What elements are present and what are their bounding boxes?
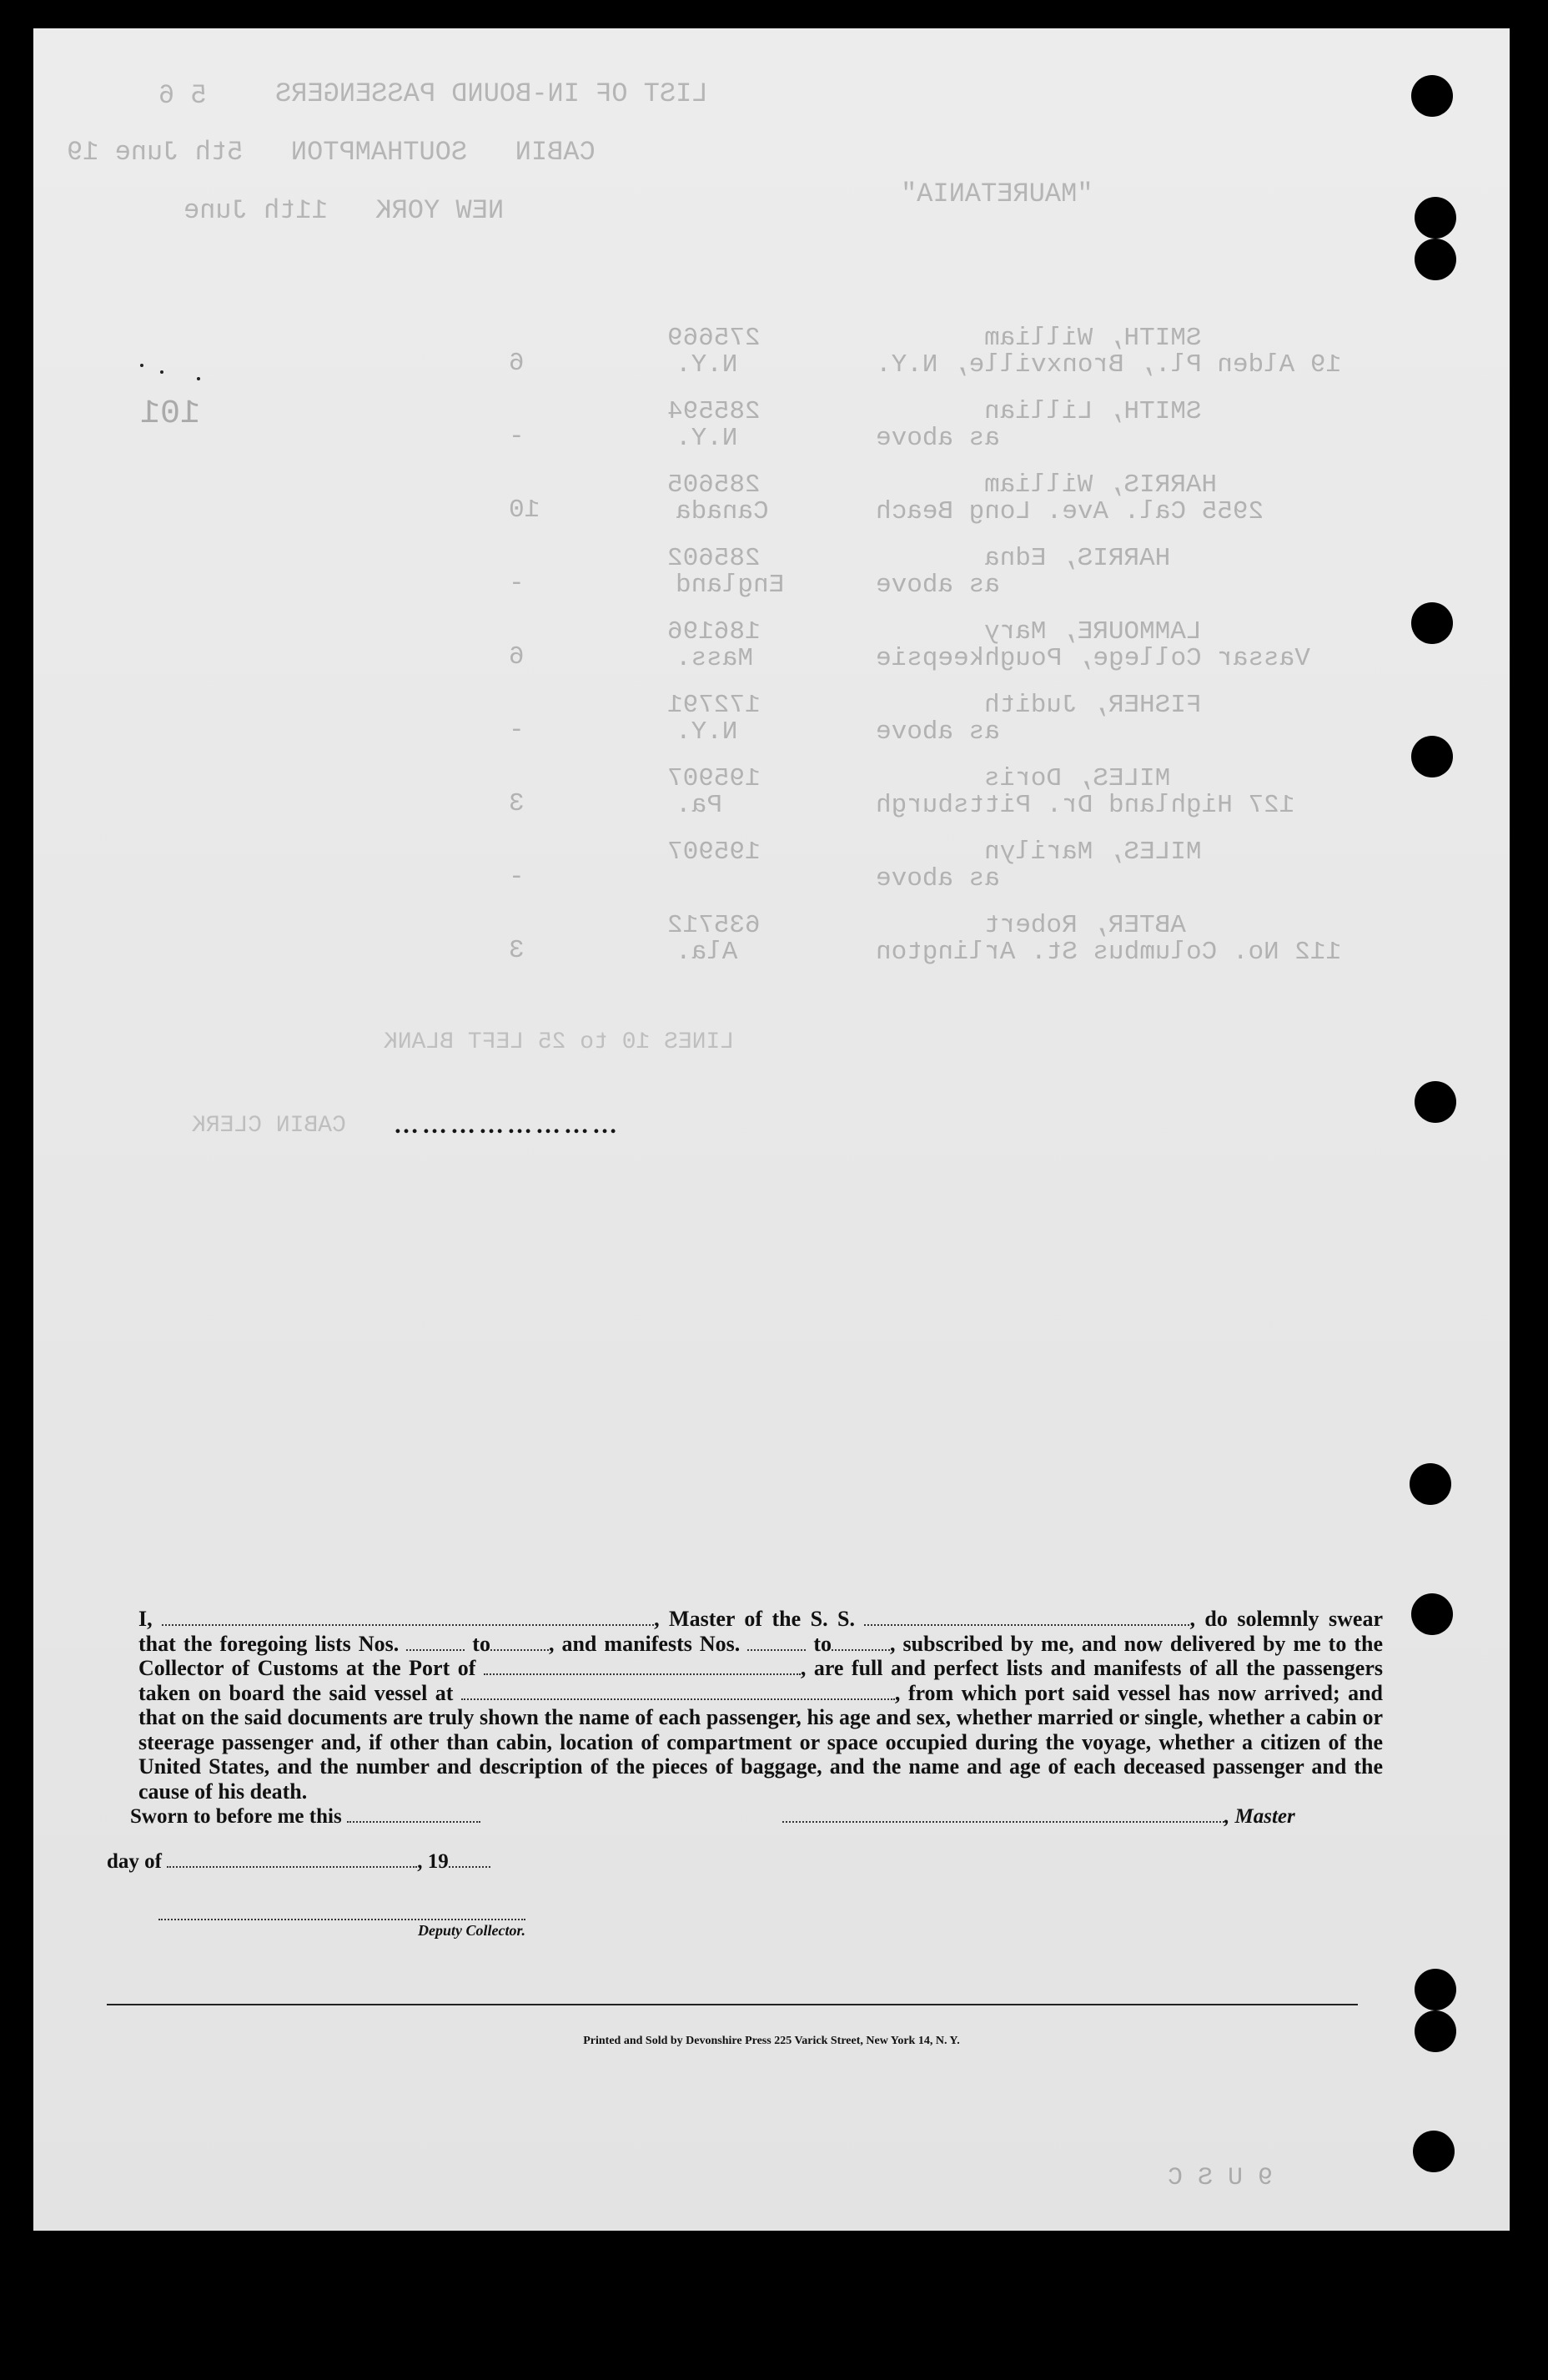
bleed-row-bags: 6 xyxy=(509,642,525,672)
bleed-stamp-number: 101 xyxy=(140,395,201,433)
bleed-row-name: MILES, Marilyn xyxy=(984,838,1202,867)
list-to-blank xyxy=(490,1634,549,1651)
bleed-vessel-name: "MAURETANIA" xyxy=(901,179,1093,209)
oath-to-1: to xyxy=(472,1631,490,1656)
punch-hole xyxy=(1411,602,1453,644)
master-signature-line xyxy=(782,1805,1295,1829)
bleed-bottom-code: 9 U S C xyxy=(1168,2164,1274,2192)
bleed-row-name: HARRIS, Edna xyxy=(984,544,1171,573)
oath-full-and-perfect: , are full and perfect lists and manifests of all the passengers taken on board the said vessel at xyxy=(138,1656,1383,1705)
bleed-row-address: as above xyxy=(876,717,1000,747)
oath-lists-nos: , do solemnly swear that the foregoing lists Nos. xyxy=(138,1607,1383,1656)
deputy-label: Deputy Collector. xyxy=(418,1922,525,1939)
manifest-from-blank xyxy=(747,1634,806,1651)
bleed-row-passport: 186196 xyxy=(667,617,761,647)
master-name-blank xyxy=(162,1609,654,1626)
bleed-row-bags: - xyxy=(509,863,525,892)
bleed-header-title: LIST OF IN-BOUND PASSENGERS xyxy=(275,78,708,109)
bleed-row-bags: - xyxy=(509,422,525,451)
sworn-line xyxy=(130,1805,480,1829)
oath-master-of-ship: , Master of the S. S. xyxy=(654,1607,856,1631)
bleed-row-passport: 172791 xyxy=(667,691,761,720)
speck xyxy=(140,364,143,367)
day-of-line xyxy=(107,1850,490,1874)
year-label: , 19 xyxy=(417,1850,449,1873)
punch-hole xyxy=(1410,1463,1451,1505)
bleed-row-address: as above xyxy=(876,424,1000,453)
bleed-row-place: Canada xyxy=(676,497,769,526)
bleed-row-place: England xyxy=(676,571,785,600)
ship-name-blank xyxy=(864,1609,1189,1626)
port-blank xyxy=(484,1658,801,1675)
bleed-class-line: CABIN SOUTHAMPTON 5th June 19 xyxy=(67,137,596,168)
bleed-row-passport: 195907 xyxy=(667,838,761,867)
sworn-date-blank xyxy=(347,1806,480,1823)
bleed-row-passport: 285602 xyxy=(667,544,761,573)
bleed-arrival-line: NEW YORK 11th June xyxy=(183,195,505,226)
oath-to-2: to xyxy=(813,1631,832,1656)
bleed-row-bags: 6 xyxy=(509,349,525,378)
master-signature-blank xyxy=(782,1806,1224,1823)
footer-rule xyxy=(107,2004,1358,2005)
bleed-row-place: N.Y. xyxy=(676,424,738,453)
bleed-row-bags: 3 xyxy=(509,936,525,965)
bleed-row-address: 127 Highland Dr. Pittsburgh xyxy=(876,791,1295,820)
embark-port-blank xyxy=(461,1683,895,1700)
bleed-row-place: Ala. xyxy=(676,938,738,967)
day-blank xyxy=(167,1851,417,1868)
bleed-row-passport: 285594 xyxy=(667,397,761,426)
oath-i: I, xyxy=(138,1607,153,1631)
master-oath xyxy=(138,1607,1383,1804)
bleed-row-address: 112 No. Columbus St. Arlington xyxy=(876,938,1342,967)
punch-hole xyxy=(1415,239,1456,280)
bleed-row-address: as above xyxy=(876,571,1000,600)
bleed-footer-stamp: CABIN CLERK xyxy=(192,1113,346,1139)
bleed-row-bags: 3 xyxy=(509,789,525,818)
bleed-row-name: MILES, Doris xyxy=(984,764,1171,793)
bleed-row-name: ABTER, Robert xyxy=(984,911,1186,940)
punch-hole xyxy=(1415,1081,1456,1123)
bleed-lines-note: LINES 10 to 25 LEFT BLANK xyxy=(384,1029,735,1055)
deputy-line xyxy=(158,1904,525,1940)
punch-hole xyxy=(1411,736,1453,777)
punch-hole xyxy=(1411,75,1453,117)
sworn-label: Sworn to before me this xyxy=(130,1805,342,1828)
master-label: , Master xyxy=(1224,1805,1295,1828)
speck xyxy=(197,377,200,380)
bleed-row-place: N.Y. xyxy=(676,717,738,747)
bleed-row-passport: 285605 xyxy=(667,470,761,500)
punch-hole xyxy=(1415,197,1456,239)
year-blank xyxy=(449,1851,490,1868)
deputy-signature-blank xyxy=(158,1904,525,1920)
bleed-row-place: N.Y. xyxy=(676,350,738,380)
bleed-row-place: Mass. xyxy=(676,644,754,673)
bleed-row-passport: 635712 xyxy=(667,911,761,940)
bleed-row-name: SMITH, William xyxy=(984,324,1202,353)
punch-hole xyxy=(1411,1593,1453,1635)
list-from-blank xyxy=(406,1634,465,1651)
bleed-row-address: 19 Alden Pl., Bronxville, N.Y. xyxy=(876,350,1342,380)
bleed-row-place: Pa. xyxy=(676,791,722,820)
bleed-row-address: 2955 Cal. Ave. Long Beach xyxy=(876,497,1264,526)
punch-hole xyxy=(1415,2010,1456,2052)
bleed-row-name: HARRIS, William xyxy=(984,470,1218,500)
bleed-row-passport: 275669 xyxy=(667,324,761,353)
bleed-row-name: SMITH, Lillian xyxy=(984,397,1202,426)
dotted-line: …………………… xyxy=(394,1111,621,1139)
punch-hole xyxy=(1415,1969,1456,2010)
speck xyxy=(160,370,163,374)
oath-declaration: , from which port said vessel has now arrived; and that on the said documents are truly shown the name of each passenger, his age and sex, whether married or single, whether a cabin or steerage passenger and, if other than cabin, location of compartment or space occupied during the voyage, whether a citizen of the United States, and the number and description of the pieces of baggage, and the name and age of each deceased passenger and the cause of his death. xyxy=(138,1680,1383,1804)
bleed-row-name: LAMMOURE, Mary xyxy=(984,617,1202,647)
oath-subscribed: , subscribed by me, and now delivered by me to the Collector of Customs at the Port of xyxy=(138,1631,1384,1680)
bleed-page-number: 5 6 xyxy=(158,80,207,111)
oath-manifests-nos: , and manifests Nos. xyxy=(548,1631,741,1656)
bleed-row-address: as above xyxy=(876,864,1000,893)
manifest-to-blank xyxy=(832,1634,890,1651)
printer-imprint: Printed and Sold by Devonshire Press 225 Varick Street, New York 14, N. Y. xyxy=(583,2035,960,2047)
manifest-page xyxy=(33,28,1510,2231)
day-of-label: day of xyxy=(107,1850,162,1873)
bleed-row-bags: - xyxy=(509,569,525,598)
bleed-row-passport: 195907 xyxy=(667,764,761,793)
bleed-row-bags: - xyxy=(509,716,525,745)
bleed-row-name: FISHER, Judith xyxy=(984,691,1202,720)
bleed-row-address: Vassar College, Poughkeepsie xyxy=(876,644,1310,673)
punch-hole xyxy=(1413,2131,1455,2172)
bleed-row-bags: 10 xyxy=(509,496,540,525)
